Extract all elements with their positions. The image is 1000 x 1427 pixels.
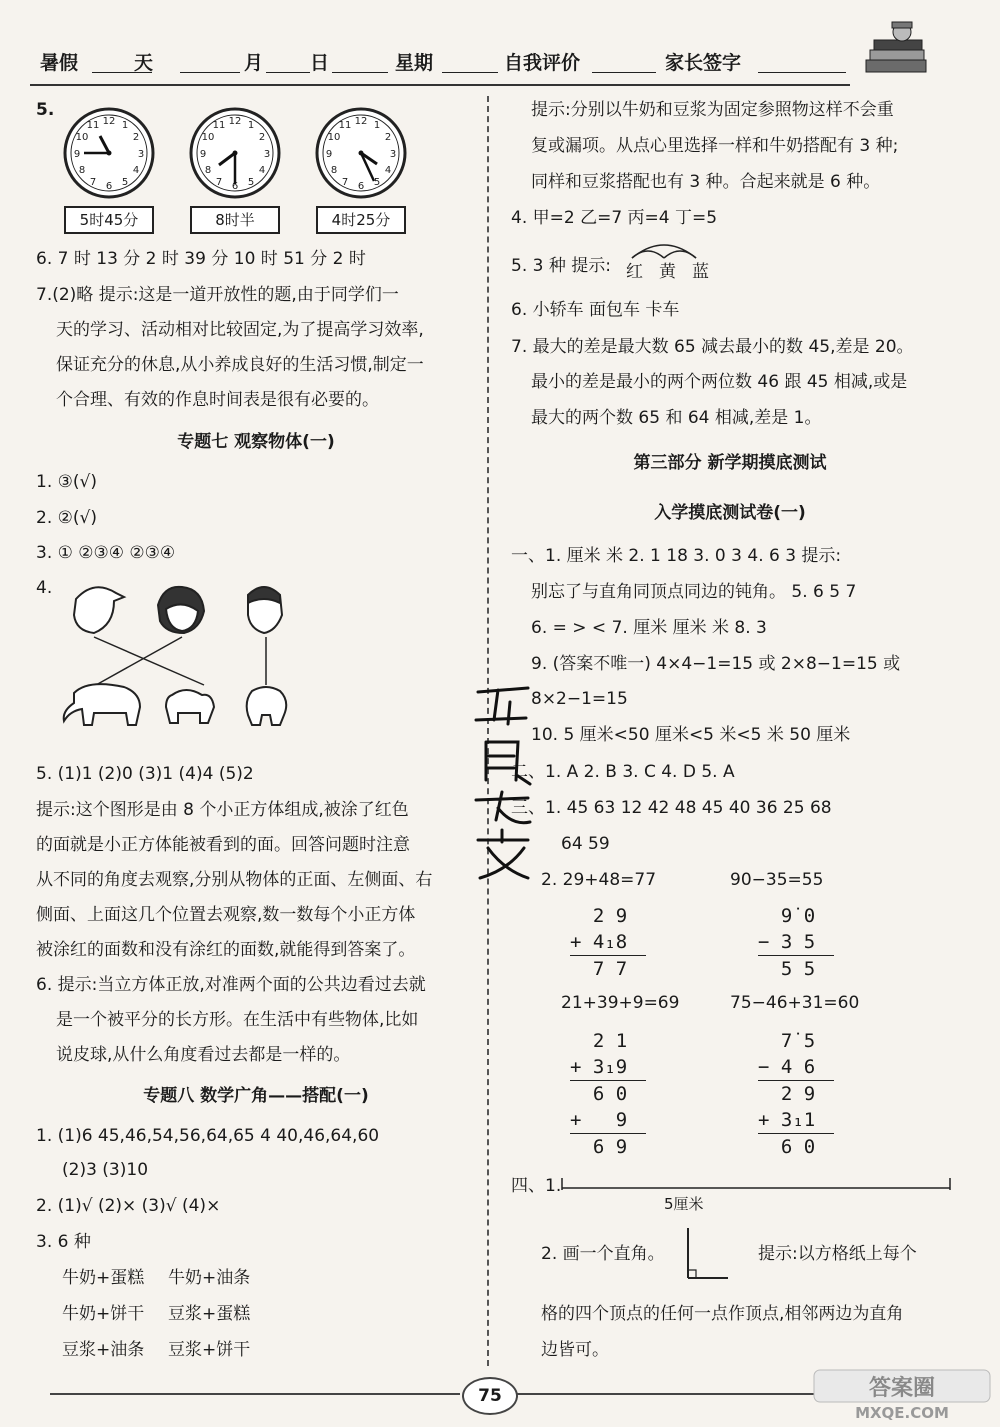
question-number: 5. bbox=[36, 100, 55, 120]
t7-hint-line: 侧面、上面这几个位置去观察,数一数每个小正方体 bbox=[36, 905, 416, 925]
answer-q7-line: 7. 最大的差是最大数 65 减去最小的数 45,差是 20。 bbox=[511, 337, 914, 357]
blank-line bbox=[592, 48, 656, 73]
page-number: 75 bbox=[462, 1377, 518, 1415]
section3-q2-eq: 21+39+9=69 bbox=[561, 993, 680, 1013]
header-weekday: 星期 bbox=[395, 52, 434, 74]
answer-q7-line: 最小的差是最小的两个两位数 46 跟 45 相减,或是 bbox=[531, 372, 908, 392]
t7-answer: 4. bbox=[36, 578, 53, 598]
vertical-calc bbox=[758, 1028, 834, 1160]
calc-row: + 4₁8 bbox=[570, 931, 628, 953]
calc-row: 2 1 bbox=[570, 1030, 628, 1052]
t7-answer: 3. ① ②③④ ②③④ bbox=[36, 543, 176, 563]
t7-q6-line: 6. 提示:当立方体正放,对准两个面的公共边看过去就 bbox=[36, 975, 426, 995]
calc-row: − 3 5 bbox=[758, 931, 816, 953]
svg-text:7: 7 bbox=[341, 177, 349, 188]
section1-line: 别忘了与直角同顶点同边的钝角。 5. 6 5 7 bbox=[531, 582, 857, 602]
t7-answer: 2. ②(√) bbox=[36, 508, 97, 528]
svg-text:MXQE.COM: MXQE.COM bbox=[855, 1404, 949, 1422]
answer-q6: 6. 小轿车 面包车 卡车 bbox=[511, 300, 680, 320]
clock-icon bbox=[62, 106, 156, 200]
test-title: 入学摸底测试卷(一) bbox=[654, 503, 806, 523]
header-parent-sign: 家长签字 bbox=[665, 52, 742, 74]
section4-hint-line: 格的四个顶点的任何一点作顶点,相邻两边为直角 bbox=[541, 1304, 904, 1324]
answer-q7-line: 最大的两个数 65 和 64 相减,差是 1。 bbox=[531, 408, 822, 428]
combo-item: 豆浆+饼干 bbox=[168, 1340, 251, 1360]
header-rule bbox=[30, 84, 850, 86]
section1-line: 6. = > < 7. 厘米 厘米 米 8. 3 bbox=[531, 618, 767, 638]
t8-answer: 2. (1)√ (2)× (3)√ (4)× bbox=[36, 1196, 221, 1216]
t7-answer: 1. ③(√) bbox=[36, 472, 97, 492]
section1-line: 一、1. 厘米 米 2. 1 18 3. 0 3 4. 6 3 提示: bbox=[511, 546, 842, 566]
header-month: 月 bbox=[244, 52, 264, 74]
calc-row: + 3₁9 bbox=[570, 1056, 628, 1078]
svg-text:6: 6 bbox=[357, 181, 365, 192]
hint-line: 复或漏项。从点心里选择一样和牛奶搭配有 3 种; bbox=[531, 136, 899, 156]
matching-figure bbox=[54, 575, 314, 750]
hint-line: 同样和豆浆搭配也有 3 种。合起来就是 6 种。 bbox=[531, 172, 881, 192]
svg-text:10: 10 bbox=[327, 132, 341, 143]
books-icon bbox=[862, 20, 932, 84]
calc-row: 7 7 bbox=[570, 958, 628, 980]
section1-line: 8×2−1=15 bbox=[531, 689, 628, 709]
svg-text:5: 5 bbox=[373, 177, 381, 188]
answer-q4: 4. 甲=2 乙=7 丙=4 丁=5 bbox=[511, 208, 718, 228]
section3-line: 64 59 bbox=[561, 834, 610, 854]
calc-row: + 9 bbox=[570, 1109, 628, 1131]
svg-text:11: 11 bbox=[86, 120, 100, 131]
color-label: 蓝 bbox=[692, 262, 709, 282]
calc-row: − 4 6 bbox=[758, 1056, 816, 1078]
calc-row: 6 9 bbox=[570, 1136, 628, 1158]
blank-line bbox=[442, 48, 498, 73]
section4-hint: 提示:以方格纸上每个 bbox=[758, 1244, 917, 1264]
hint-line: 提示:分别以牛奶和豆浆为固定参照物这样不会重 bbox=[531, 100, 894, 120]
header-holiday: 暑假 bbox=[40, 52, 79, 74]
answer-q7-line: 7.(2)略 提示:这是一道开放性的题,由于同学们一 bbox=[36, 285, 399, 305]
svg-text:11: 11 bbox=[212, 120, 226, 131]
svg-text:答案圈: 答案圈 bbox=[868, 1376, 936, 1401]
t7-hint-line: 提示:这个图形是由 8 个小正方体组成,被涂了红色 bbox=[36, 800, 409, 820]
t7-answer: 5. (1)1 (2)0 (3)1 (4)4 (5)2 bbox=[36, 764, 254, 784]
footer-rule bbox=[516, 1393, 816, 1395]
svg-text:9: 9 bbox=[199, 149, 207, 160]
t7-hint-line: 被涂红的面数和没有涂红的面数,就能得到答案了。 bbox=[36, 940, 416, 960]
section4-q1: 四、1. bbox=[511, 1176, 562, 1196]
t7-hint-line: 从不同的角度去观察,分别从物体的正面、左侧面、右 bbox=[36, 870, 433, 890]
svg-text:1: 1 bbox=[373, 120, 381, 131]
svg-text:10: 10 bbox=[201, 132, 215, 143]
topic7-title: 专题七 观察物体(一) bbox=[177, 432, 335, 452]
svg-text:7: 7 bbox=[89, 177, 97, 188]
segment-line bbox=[560, 1176, 952, 1192]
svg-text:1: 1 bbox=[247, 120, 255, 131]
segment-length-label: 5厘米 bbox=[664, 1195, 704, 1213]
watermark-logo bbox=[812, 1368, 992, 1422]
header-date: 日 bbox=[310, 52, 330, 74]
section1-line: 10. 5 厘米<50 厘米<5 米<5 米 50 厘米 bbox=[531, 725, 851, 745]
part3-title: 第三部分 新学期摸底测试 bbox=[633, 453, 827, 473]
svg-text:7: 7 bbox=[215, 177, 223, 188]
svg-text:1: 1 bbox=[121, 120, 129, 131]
combo-item: 豆浆+油条 bbox=[62, 1340, 145, 1360]
svg-text:10: 10 bbox=[75, 132, 89, 143]
calc-row: 7̇ 5 bbox=[758, 1030, 816, 1052]
svg-text:4: 4 bbox=[132, 165, 140, 176]
topic8-title: 专题八 数学广角——搭配(一) bbox=[143, 1086, 369, 1106]
svg-text:5: 5 bbox=[121, 177, 129, 188]
svg-text:4: 4 bbox=[258, 165, 266, 176]
svg-text:3: 3 bbox=[137, 149, 145, 160]
svg-text:8: 8 bbox=[330, 165, 338, 176]
right-angle-figure bbox=[680, 1224, 732, 1284]
svg-text:2: 2 bbox=[258, 132, 266, 143]
section2-line: 二、1. A 2. B 3. C 4. D 5. A bbox=[511, 762, 735, 782]
svg-text:5: 5 bbox=[247, 177, 255, 188]
color-label: 红 bbox=[626, 262, 643, 282]
blank-line bbox=[180, 48, 240, 73]
combo-item: 牛奶+蛋糕 bbox=[62, 1268, 145, 1288]
section3-q2-eq: 90−35=55 bbox=[730, 870, 824, 890]
svg-text:3: 3 bbox=[389, 149, 397, 160]
t7-q6-line: 说皮球,从什么角度看过去都是一样的。 bbox=[56, 1045, 351, 1065]
svg-text:9: 9 bbox=[325, 149, 333, 160]
t8-answer: (2)3 (3)10 bbox=[62, 1160, 149, 1180]
blank-line bbox=[758, 48, 846, 73]
svg-text:2: 2 bbox=[384, 132, 392, 143]
svg-text:12: 12 bbox=[102, 116, 116, 127]
combo-item: 豆浆+蛋糕 bbox=[168, 1304, 251, 1324]
svg-text:3: 3 bbox=[263, 149, 271, 160]
svg-text:6: 6 bbox=[231, 181, 239, 192]
clock-label: 8时半 bbox=[190, 206, 280, 234]
svg-text:6: 6 bbox=[105, 181, 113, 192]
calc-row: 2 9 bbox=[570, 905, 628, 927]
svg-text:2: 2 bbox=[132, 132, 140, 143]
svg-text:12: 12 bbox=[354, 116, 368, 127]
calc-row: 9̇ 0 bbox=[758, 905, 816, 927]
calc-row: 6 0 bbox=[758, 1136, 816, 1158]
svg-text:4: 4 bbox=[384, 165, 392, 176]
header-day-unit: 天 bbox=[134, 52, 154, 74]
section4-q2: 2. 画一个直角。 bbox=[541, 1244, 665, 1264]
calc-row: 6 0 bbox=[570, 1083, 628, 1105]
vertical-calc bbox=[570, 903, 646, 982]
svg-text:12: 12 bbox=[228, 116, 242, 127]
combo-item: 牛奶+饼干 bbox=[62, 1304, 145, 1324]
section4-hint-line: 边皆可。 bbox=[541, 1340, 609, 1360]
section3-q2-eq: 75−46+31=60 bbox=[730, 993, 860, 1013]
header-bar bbox=[30, 48, 930, 82]
calc-row: 2 9 bbox=[758, 1083, 816, 1105]
blank-line bbox=[266, 48, 310, 73]
color-label: 黄 bbox=[659, 262, 676, 282]
section3-line: 三、1. 45 63 12 42 48 45 40 36 25 68 bbox=[511, 798, 832, 818]
answer-q5: 5. 3 种 提示: bbox=[511, 256, 611, 276]
t7-q6-line: 是一个被平分的长方形。在生活中有些物体,比如 bbox=[56, 1010, 419, 1030]
handwritten-note bbox=[468, 680, 538, 900]
footer-rule bbox=[50, 1393, 460, 1395]
t8-answer: 1. (1)6 45,46,54,56,64,65 4 40,46,64,60 bbox=[36, 1126, 380, 1146]
answer-q7-line: 保证充分的休息,从小养成良好的生活习惯,制定一 bbox=[56, 355, 424, 375]
section3-q2-eq: 2. 29+48=77 bbox=[541, 870, 657, 890]
svg-text:9: 9 bbox=[73, 149, 81, 160]
combo-item: 牛奶+油条 bbox=[168, 1268, 251, 1288]
clock-label: 4时25分 bbox=[316, 206, 406, 234]
t8-answer: 3. 6 种 bbox=[36, 1232, 91, 1252]
svg-text:11: 11 bbox=[338, 120, 352, 131]
clock-icon bbox=[314, 106, 408, 200]
calc-row: 5 5 bbox=[758, 958, 816, 980]
svg-text:8: 8 bbox=[78, 165, 86, 176]
calc-row: + 3₁1 bbox=[758, 1109, 816, 1131]
t7-hint-line: 的面就是小正方体能被看到的面。回答问题时注意 bbox=[36, 835, 410, 855]
section1-line: 9. (答案不唯一) 4×4−1=15 或 2×8−1=15 或 bbox=[531, 654, 901, 674]
svg-text:8: 8 bbox=[204, 165, 212, 176]
vertical-calc bbox=[570, 1028, 646, 1160]
clock-label: 5时45分 bbox=[64, 206, 154, 234]
clock-icon bbox=[188, 106, 282, 200]
answer-q6: 6. 7 时 13 分 2 时 39 分 10 时 51 分 2 时 bbox=[36, 249, 366, 269]
blank-line bbox=[332, 48, 388, 73]
answer-q7-line: 个合理、有效的作息时间表是很有必要的。 bbox=[56, 390, 379, 410]
header-self-eval: 自我评价 bbox=[504, 52, 581, 74]
answer-q7-line: 天的学习、活动相对比较固定,为了提高学习效率, bbox=[56, 320, 424, 340]
vertical-calc bbox=[758, 903, 834, 982]
